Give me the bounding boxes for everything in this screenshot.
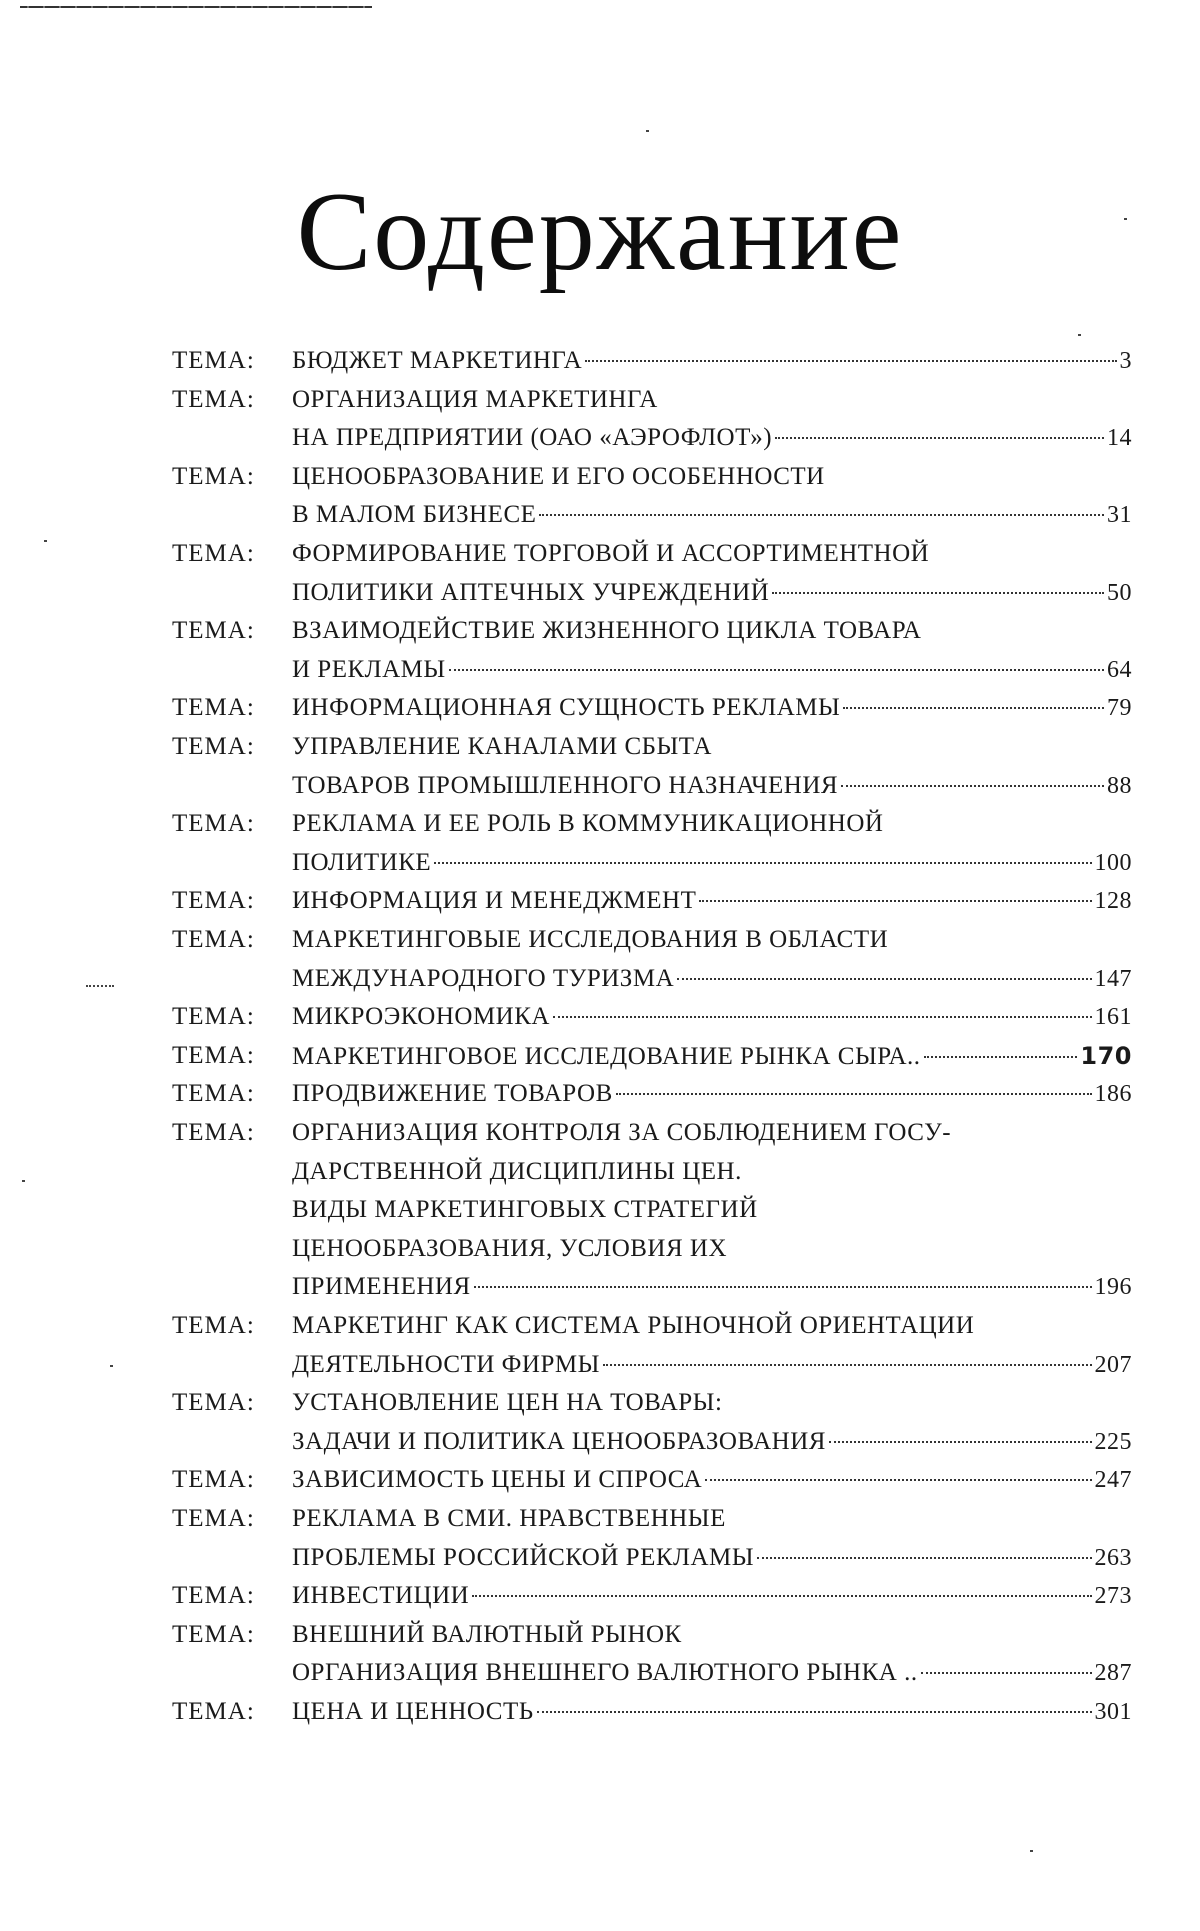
leader-dots xyxy=(829,1440,1092,1443)
toc-entry-title: ИНФОРМАЦИОННАЯ СУЩНОСТЬ РЕКЛАМЫ xyxy=(292,694,841,722)
toc-line xyxy=(292,1075,1132,1113)
leader-dots xyxy=(539,513,1104,516)
toc-line xyxy=(292,496,1132,534)
leader-dots xyxy=(677,977,1091,980)
toc-label: ТЕМА: xyxy=(172,617,255,645)
toc-label: ТЕМА: xyxy=(172,1466,255,1494)
toc-label: ТЕМА: xyxy=(172,347,255,374)
toc-line xyxy=(292,1539,1132,1577)
toc-entry-title: ПРИМЕНЕНИЯ xyxy=(292,1273,471,1301)
leader-dots xyxy=(705,1478,1091,1481)
toc-label: ТЕМА: xyxy=(172,1620,255,1648)
toc-entry-title: ФОРМИРОВАНИЕ ТОРГОВОЙ И АССОРТИМЕНТНОЙ xyxy=(292,540,930,567)
toc-entry-title: ЦЕНООБРАЗОВАНИЕ И ЕГО ОСОБЕННОСТИ xyxy=(292,462,825,490)
page-number: 287 xyxy=(1094,1660,1132,1687)
toc-line xyxy=(292,960,1132,998)
toc-row xyxy=(0,1423,1200,1461)
toc-line xyxy=(292,767,1132,805)
toc-entry-title: ВИДЫ МАРКЕТИНГОВЫХ СТРАТЕГИЙ xyxy=(292,1196,758,1224)
toc-line xyxy=(292,728,1132,766)
page-number: 196 xyxy=(1094,1274,1132,1301)
toc-entry-title: ЦЕНООБРАЗОВАНИЯ, УСЛОВИЯ ИХ xyxy=(292,1234,728,1262)
leader-dots xyxy=(757,1556,1091,1559)
leader-dots xyxy=(699,899,1091,902)
toc-row xyxy=(0,1577,1200,1615)
toc-line xyxy=(292,998,1132,1036)
leader-dots xyxy=(449,668,1104,671)
toc-label: ТЕМА: xyxy=(172,733,255,760)
toc-entry-title: МАРКЕТИНГОВЫЕ ИССЛЕДОВАНИЯ В ОБЛАСТИ xyxy=(292,926,889,953)
toc-row xyxy=(0,844,1200,882)
page-number: 225 xyxy=(1094,1428,1132,1455)
toc-entry-title: ЗАДАЧИ И ПОЛИТИКА ЦЕНООБРАЗОВАНИЯ xyxy=(292,1427,826,1455)
toc-entry-title: МЕЖДУНАРОДНОГО ТУРИЗМА xyxy=(292,964,675,992)
page-number: 301 xyxy=(1094,1699,1132,1725)
page-number: 14 xyxy=(1107,425,1132,452)
toc-entry-title: ПОЛИТИКИ АПТЕЧНЫХ УЧРЕЖДЕНИЙ xyxy=(292,578,770,606)
toc-line xyxy=(292,342,1132,380)
toc-row xyxy=(0,1037,1200,1075)
scan-speck xyxy=(44,540,47,542)
toc-entry-title: УСТАНОВЛЕНИЕ ЦЕН НА ТОВАРЫ: xyxy=(292,1389,723,1417)
toc-row xyxy=(0,1230,1200,1268)
toc-entry-title: ЦЕНА И ЦЕННОСТЬ xyxy=(292,1698,534,1725)
leader-dots xyxy=(843,706,1104,709)
toc-row xyxy=(0,998,1200,1036)
scan-speck xyxy=(1030,1850,1033,1852)
toc-label: ТЕМА: xyxy=(172,540,255,567)
page-number: 88 xyxy=(1107,772,1132,799)
toc-row xyxy=(0,1346,1200,1384)
page-number: 186 xyxy=(1094,1081,1132,1108)
toc-entry-title: ВЗАИМОДЕЙСТВИЕ ЖИЗНЕННОГО ЦИКЛА ТОВАРА xyxy=(292,617,922,645)
toc-entry-title: ТОВАРОВ ПРОМЫШЛЕННОГО НАЗНАЧЕНИЯ xyxy=(292,771,839,799)
toc-line xyxy=(292,1461,1132,1499)
toc-row xyxy=(0,419,1200,457)
toc-entry-title: ПРОБЛЕМЫ РОССИЙСКОЙ РЕКЛАМЫ xyxy=(292,1543,755,1571)
leader-dots xyxy=(474,1285,1092,1288)
toc-row xyxy=(0,1500,1200,1538)
toc-entry-title: ПОЛИТИКЕ xyxy=(292,848,432,876)
toc-entry-title: НА ПРЕДПРИЯТИИ (ОАО «АЭРОФЛОТ») xyxy=(292,424,773,452)
page-number: 247 xyxy=(1094,1467,1132,1494)
leader-dots xyxy=(616,1092,1092,1095)
toc-line xyxy=(292,921,1132,959)
toc-row xyxy=(0,458,1200,496)
toc-label: ТЕМА: xyxy=(172,926,255,953)
toc-row xyxy=(0,805,1200,843)
toc-row xyxy=(0,882,1200,920)
toc-entry-title: ДЕЯТЕЛЬНОСТИ ФИРМЫ xyxy=(292,1350,600,1378)
toc-row xyxy=(0,1539,1200,1577)
toc-entry-title: РЕКЛАМА В СМИ. НРАВСТВЕННЫЕ xyxy=(292,1505,726,1532)
toc-label: ТЕМА: xyxy=(172,694,255,722)
toc-row xyxy=(0,1384,1200,1422)
toc-entry-title: И РЕКЛАМЫ xyxy=(292,655,446,683)
toc-line xyxy=(292,882,1132,920)
toc-row xyxy=(0,342,1200,380)
toc-label: ТЕМА: xyxy=(172,1582,255,1610)
toc-row xyxy=(0,1461,1200,1499)
toc-entry-title: МИКРОЭКОНОМИКА xyxy=(292,1003,550,1031)
leader-dots xyxy=(603,1363,1092,1366)
toc-line xyxy=(292,1577,1132,1615)
toc-row xyxy=(0,381,1200,419)
toc-entry-title: ПРОДВИЖЕНИЕ ТОВАРОВ xyxy=(292,1080,613,1108)
toc-row xyxy=(0,767,1200,805)
toc-row xyxy=(0,1616,1200,1654)
scan-speck xyxy=(110,1365,113,1367)
toc-line xyxy=(292,1693,1132,1731)
toc-label: ТЕМА: xyxy=(172,385,255,413)
toc-label: ТЕМА: xyxy=(172,1312,255,1339)
toc-line xyxy=(292,419,1132,457)
toc-row xyxy=(0,689,1200,727)
page-number: 128 xyxy=(1094,888,1132,915)
toc-entry-title: В МАЛОМ БИЗНЕСЕ xyxy=(292,501,537,529)
toc-line xyxy=(292,1191,1132,1229)
toc-line xyxy=(292,689,1132,727)
toc-label: ТЕМА: xyxy=(172,1119,255,1146)
toc-row xyxy=(0,1268,1200,1306)
toc-line xyxy=(292,844,1132,882)
toc-row xyxy=(0,728,1200,766)
toc-label: ТЕМА: xyxy=(172,462,255,490)
toc-row xyxy=(0,1191,1200,1229)
page-number: 273 xyxy=(1094,1583,1132,1610)
leader-dots xyxy=(841,784,1104,787)
scan-speck xyxy=(646,130,649,132)
toc-line xyxy=(292,1114,1132,1152)
page-number: 147 xyxy=(1094,965,1132,992)
page-number: 3 xyxy=(1119,348,1132,374)
page-number: 50 xyxy=(1107,579,1132,606)
toc-line xyxy=(292,1346,1132,1384)
leader-dots xyxy=(921,1671,1092,1674)
toc-line xyxy=(292,1268,1132,1306)
toc-line xyxy=(292,458,1132,496)
toc-entry-title: ОРГАНИЗАЦИЯ МАРКЕТИНГА xyxy=(292,385,658,413)
leader-dots xyxy=(924,1055,1078,1058)
page-number: 161 xyxy=(1094,1004,1132,1031)
toc-entry-title: МАРКЕТИНГОВОЕ ИССЛЕДОВАНИЕ РЫНКА СЫРА.. xyxy=(292,1042,921,1070)
toc-entry-title: ОРГАНИЗАЦИЯ КОНТРОЛЯ ЗА СОБЛЮДЕНИЕМ ГОСУ- xyxy=(292,1119,952,1146)
toc-line xyxy=(292,574,1132,612)
page-number: 263 xyxy=(1094,1544,1132,1571)
leader-dots xyxy=(553,1015,1092,1018)
toc-entry-title: ИНФОРМАЦИЯ И МЕНЕДЖМЕНТ xyxy=(292,887,697,915)
toc-entry-title: МАРКЕТИНГ КАК СИСТЕМА РЫНОЧНОЙ ОРИЕНТАЦИИ xyxy=(292,1312,975,1339)
toc-entry-title: ОРГАНИЗАЦИЯ ВНЕШНЕГО ВАЛЮТНОГО РЫНКА .. xyxy=(292,1659,918,1687)
toc-row xyxy=(0,651,1200,689)
leader-dots xyxy=(537,1710,1092,1713)
leader-dots xyxy=(772,591,1104,594)
toc-entry-title: БЮДЖЕТ МАРКЕТИНГА xyxy=(292,347,583,374)
scan-speck xyxy=(1124,218,1127,220)
toc-line xyxy=(292,381,1132,419)
toc-label: ТЕМА: xyxy=(172,1041,255,1069)
toc-line xyxy=(292,805,1132,843)
leader-dots xyxy=(775,436,1104,439)
page-number: 79 xyxy=(1107,695,1132,722)
toc-row xyxy=(0,612,1200,650)
leader-dots xyxy=(434,861,1091,864)
toc-entry-title: ИНВЕСТИЦИИ xyxy=(292,1582,470,1610)
toc-row xyxy=(0,574,1200,612)
toc-row xyxy=(0,535,1200,573)
toc-row xyxy=(0,1153,1200,1191)
toc-row xyxy=(0,921,1200,959)
toc-line xyxy=(292,1423,1132,1461)
leader-dots xyxy=(585,359,1116,362)
toc-row xyxy=(0,1654,1200,1692)
leader-dots xyxy=(472,1594,1091,1597)
page-number: 207 xyxy=(1094,1351,1132,1378)
toc-row xyxy=(0,1075,1200,1113)
toc-entry-title: ВНЕШНИЙ ВАЛЮТНЫЙ РЫНОК xyxy=(292,1620,682,1648)
scan-speck xyxy=(86,985,114,989)
toc-row xyxy=(0,496,1200,534)
toc-line xyxy=(292,1307,1132,1345)
page-number: 100 xyxy=(1094,849,1132,876)
toc-entry-title: УПРАВЛЕНИЕ КАНАЛАМИ СБЫТА xyxy=(292,733,712,760)
scan-speck xyxy=(1078,334,1081,336)
toc-entry-title: РЕКЛАМА И ЕЕ РОЛЬ В КОММУНИКАЦИОННОЙ xyxy=(292,810,884,838)
toc-row xyxy=(0,1114,1200,1152)
toc-row xyxy=(0,960,1200,998)
toc-row xyxy=(0,1307,1200,1345)
toc-label: ТЕМА: xyxy=(172,1389,255,1417)
toc-line xyxy=(292,1616,1132,1654)
toc-line xyxy=(292,1230,1132,1268)
page-number: 64 xyxy=(1107,656,1132,683)
page-number: 31 xyxy=(1107,502,1132,529)
toc-line xyxy=(292,1500,1132,1538)
toc-row xyxy=(0,1693,1200,1731)
page-number: 170 xyxy=(1080,1041,1132,1070)
toc-line xyxy=(292,1037,1132,1075)
toc-label: ТЕМА: xyxy=(172,887,255,915)
toc-line xyxy=(292,1384,1132,1422)
toc-label: ТЕМА: xyxy=(172,1698,255,1725)
toc-line xyxy=(292,651,1132,689)
scan-edge-line xyxy=(20,6,372,8)
toc-entry-title: ДАРСТВЕННОЙ ДИСЦИПЛИНЫ ЦЕН. xyxy=(292,1157,742,1185)
scan-speck xyxy=(22,1180,25,1182)
toc-entry-title: ЗАВИСИМОСТЬ ЦЕНЫ И СПРОСА xyxy=(292,1466,703,1494)
page-title: Содержание xyxy=(296,170,904,294)
toc-label: ТЕМА: xyxy=(172,810,255,838)
toc-line xyxy=(292,1153,1132,1191)
toc-line xyxy=(292,1654,1132,1692)
toc-label: ТЕМА: xyxy=(172,1080,255,1108)
toc-line xyxy=(292,612,1132,650)
toc-label: ТЕМА: xyxy=(172,1003,255,1031)
toc-line xyxy=(292,535,1132,573)
toc-label: ТЕМА: xyxy=(172,1505,255,1532)
